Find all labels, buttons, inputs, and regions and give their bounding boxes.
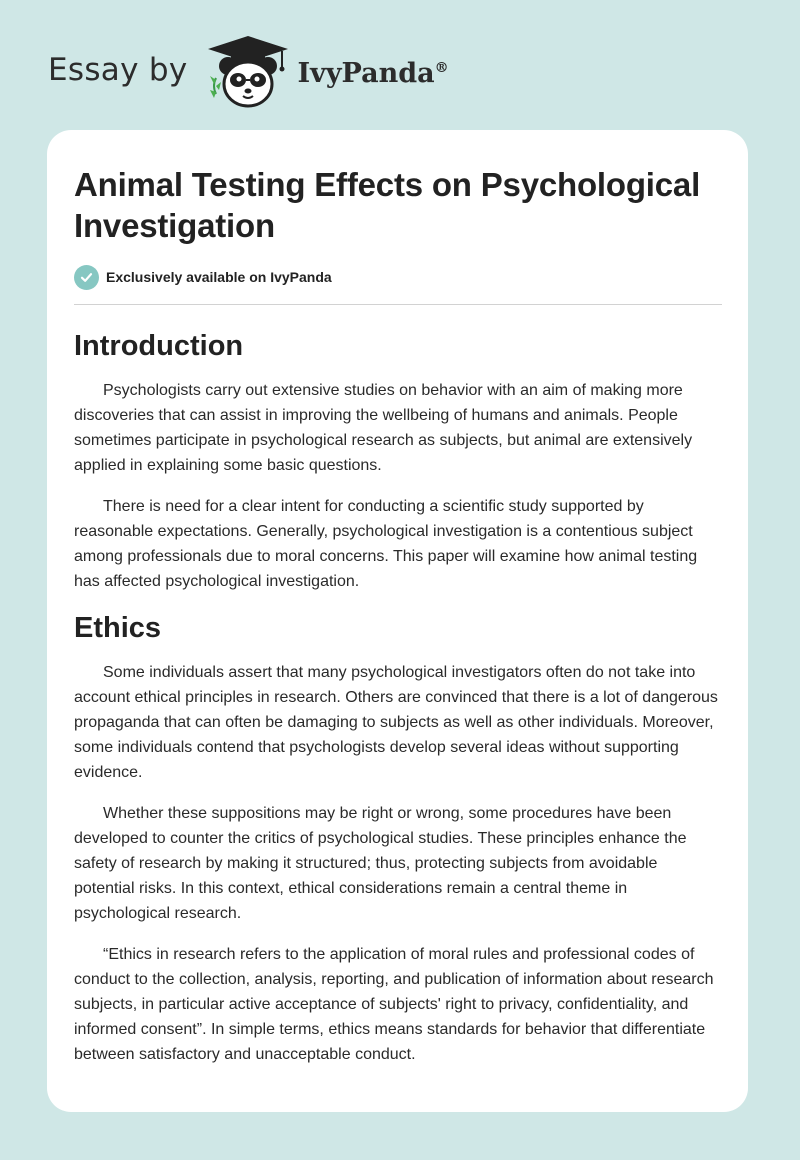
exclusive-badge-text: Exclusively available on IvyPanda bbox=[106, 269, 332, 285]
title-divider bbox=[74, 304, 722, 305]
paragraph: Whether these suppositions may be right or wrong, some procedures have been developed to counter the critics of psychological studies. These principles enhance the safety of research by making it structured; thus, protecting subjects from avoidable potential risks. In this context, ethical considerations remain a central theme in psychological research. bbox=[74, 805, 687, 922]
paragraph: “Ethics in research refers to the application of moral rules and professional codes of conduct to the collection, analysis, reporting, and publication of information about research subjects, in particular active acceptance of subjects' right to privacy, confidentiality, and informed consent”. In simple terms, ethics means standards for behavior that differentiate between satisfactory and unacceptable conduct. bbox=[74, 946, 714, 1063]
exclusive-badge bbox=[74, 263, 722, 291]
check-circle-icon bbox=[74, 265, 99, 290]
paragraph: Some individuals assert that many psychological investigators often do not take into account ethical principles in research. Others are convinced that there is a lot of dangerous propaganda that can often be damaging to subjects as well as other individuals. Moreover, some individuals contend that psychologists develop several ideas without supporting evidence. bbox=[74, 664, 718, 781]
essay-card bbox=[47, 130, 748, 1112]
section-heading-introduction: Introduction bbox=[74, 330, 244, 362]
ivypanda-brand-name: IvyPanda® bbox=[297, 57, 449, 89]
paragraph: Psychologists carry out extensive studies on behavior with an aim of making more discoveries that can assist in improving the wellbeing of humans and animals. People sometimes participate in psychological research as subjects, but animal are extensively applied in explaining some basic questions. bbox=[74, 382, 693, 474]
ivypanda-logo-icon bbox=[202, 34, 294, 110]
paragraph: There is need for a clear intent for conducting a scientific study supported by reasonable expectations. Generally, psychological investigation is a contentious subject among professionals due to moral concerns. This paper will examine how animal testing has affected psychological investigation. bbox=[74, 498, 698, 590]
section-heading-ethics: Ethics bbox=[74, 612, 162, 644]
essay-by-label: Essay by bbox=[48, 52, 188, 88]
essay-title: Animal Testing Effects on Psychological Investigation bbox=[74, 166, 701, 244]
essay-brand-header bbox=[48, 34, 449, 110]
